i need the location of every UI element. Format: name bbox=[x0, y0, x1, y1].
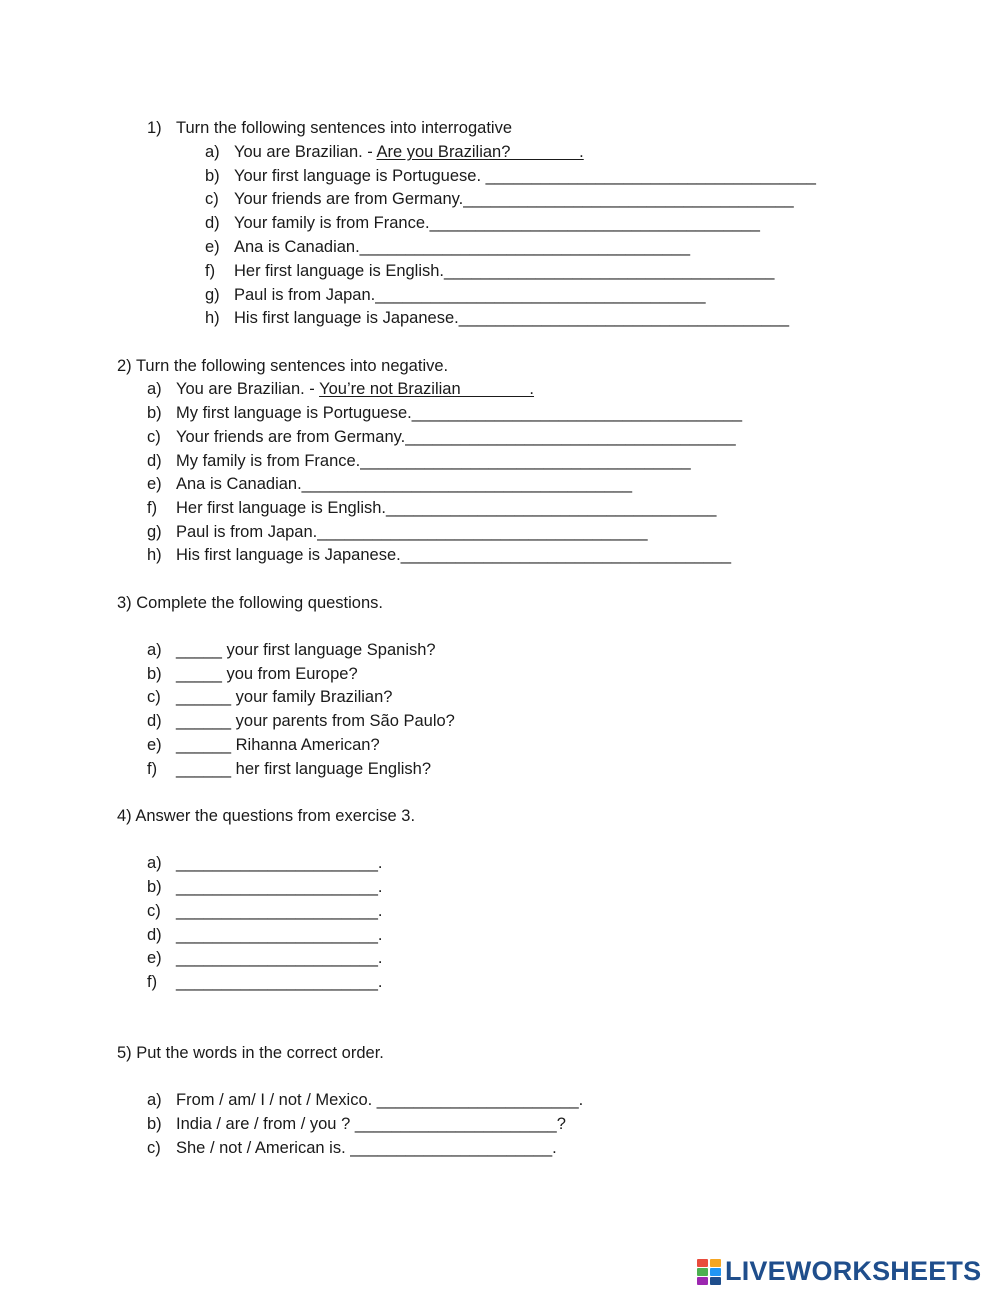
ex4-item-b-letter: b) bbox=[147, 878, 162, 896]
ex1-item-f-text[interactable]: Her first language is English.____________________________________ bbox=[234, 262, 775, 280]
ex4-title: 4) Answer the questions from exercise 3. bbox=[117, 807, 416, 825]
ex1-item-d-text[interactable]: Your family is from France.____________________________________ bbox=[234, 214, 760, 232]
ex3-title: 3) Complete the following questions. bbox=[117, 594, 383, 612]
ex1-title: Turn the following sentences into interrogative bbox=[176, 119, 512, 137]
ex4-item-f-letter: f) bbox=[147, 973, 158, 991]
ex3-item-e-letter: e) bbox=[147, 736, 162, 754]
ex2-item-h-text[interactable]: His first language is Japanese.____________________________________ bbox=[176, 546, 732, 564]
ex2-item-b-text[interactable]: My first language is Portuguese.____________________________________ bbox=[176, 404, 743, 422]
ex3-item-f-text[interactable]: ______ her first language English? bbox=[176, 760, 432, 778]
ex2-item-d-text[interactable]: My family is from France.____________________________________ bbox=[176, 452, 691, 470]
ex4-item-a-text[interactable]: ______________________. bbox=[176, 854, 383, 872]
ex2-item-a-answer: You’re not Brazilian . bbox=[319, 380, 535, 398]
ex3-item-b-letter: b) bbox=[147, 665, 162, 683]
ex4-item-e-letter: e) bbox=[147, 949, 162, 967]
ex3-item-d-letter: d) bbox=[147, 712, 162, 730]
ex1-item-b-letter: b) bbox=[205, 167, 220, 185]
logo-block-1 bbox=[697, 1259, 708, 1267]
ex4-item-c-text[interactable]: ______________________. bbox=[176, 902, 383, 920]
ex2-item-b-letter: b) bbox=[147, 404, 162, 422]
ex1-item-c-letter: c) bbox=[205, 190, 219, 208]
ex2-item-a bbox=[176, 379, 534, 399]
logo-block-3 bbox=[697, 1268, 708, 1276]
ex1-item-h-letter: h) bbox=[205, 309, 220, 327]
ex4-item-b-text[interactable]: ______________________. bbox=[176, 878, 383, 896]
ex1-item-e-letter: e) bbox=[205, 238, 220, 256]
ex1-item-f-letter: f) bbox=[205, 262, 216, 280]
ex3-item-f-letter: f) bbox=[147, 760, 158, 778]
ex2-item-f-text[interactable]: Her first language is English.____________________________________ bbox=[176, 499, 717, 517]
ex2-item-g-text[interactable]: Paul is from Japan.____________________________________ bbox=[176, 523, 648, 541]
logo-block-2 bbox=[710, 1259, 721, 1267]
ex5-item-c-text[interactable]: She / not / American is. ______________________. bbox=[176, 1139, 557, 1157]
logo-block-6 bbox=[710, 1277, 721, 1285]
ex5-title: 5) Put the words in the correct order. bbox=[117, 1044, 384, 1062]
ex5-item-a-text[interactable]: From / am/ I / not / Mexico. ______________________. bbox=[176, 1091, 584, 1109]
ex4-item-c-letter: c) bbox=[147, 902, 161, 920]
ex2-item-f-letter: f) bbox=[147, 499, 158, 517]
ex2-item-d-letter: d) bbox=[147, 452, 162, 470]
ex2-title: 2) Turn the following sentences into negative. bbox=[117, 357, 449, 375]
ex5-item-b-letter: b) bbox=[147, 1115, 162, 1133]
ex4-item-e-text[interactable]: ______________________. bbox=[176, 949, 383, 967]
ex3-item-b-text[interactable]: _____ you from Europe? bbox=[176, 665, 358, 683]
ex1-item-g-text[interactable]: Paul is from Japan.____________________________________ bbox=[234, 286, 706, 304]
ex3-item-a-letter: a) bbox=[147, 641, 162, 659]
ex4-item-d-text[interactable]: ______________________. bbox=[176, 926, 383, 944]
ex1-item-c-text[interactable]: Your friends are from Germany.____________________________________ bbox=[234, 190, 794, 208]
logo-block-5 bbox=[697, 1277, 708, 1285]
ex1-item-e-text[interactable]: Ana is Canadian.____________________________________ bbox=[234, 238, 691, 256]
ex1-item-b-text[interactable]: Your first language is Portuguese. ____________________________________ bbox=[234, 167, 816, 185]
ex2-item-c-letter: c) bbox=[147, 428, 161, 446]
ex3-item-e-text[interactable]: ______ Rihanna American? bbox=[176, 736, 380, 754]
ex2-item-g-letter: g) bbox=[147, 523, 162, 541]
ex1-item-a-letter: a) bbox=[205, 143, 220, 161]
ex1-item-g-letter: g) bbox=[205, 286, 220, 304]
ex1-item-a-text: You are Brazilian. - bbox=[234, 143, 377, 161]
ex2-item-a-letter: a) bbox=[147, 380, 162, 398]
ex4-item-d-letter: d) bbox=[147, 926, 162, 944]
ex2-item-h-letter: h) bbox=[147, 546, 162, 564]
ex5-item-c-letter: c) bbox=[147, 1139, 161, 1157]
ex5-item-a-letter: a) bbox=[147, 1091, 162, 1109]
ex2-item-a-text: You are Brazilian. - bbox=[176, 380, 320, 398]
ex5-item-b-text[interactable]: India / are / from / you ? ______________________? bbox=[176, 1115, 566, 1133]
ex1-item-h-text[interactable]: His first language is Japanese.____________________________________ bbox=[234, 309, 790, 327]
ex3-item-a-text[interactable]: _____ your first language Spanish? bbox=[176, 641, 436, 659]
ex1-item-a bbox=[234, 142, 584, 162]
logo-block-4 bbox=[710, 1268, 721, 1276]
ex4-item-a-letter: a) bbox=[147, 854, 162, 872]
ex4-item-f-text[interactable]: ______________________. bbox=[176, 973, 383, 991]
ex2-item-e-text[interactable]: Ana is Canadian.____________________________________ bbox=[176, 475, 633, 493]
ex3-item-c-text[interactable]: ______ your family Brazilian? bbox=[176, 688, 393, 706]
logo-text: LIVEWORKSHEETS bbox=[725, 1256, 982, 1286]
ex1-item-d-letter: d) bbox=[205, 214, 220, 232]
ex3-item-c-letter: c) bbox=[147, 688, 161, 706]
ex2-item-c-text[interactable]: Your friends are from Germany.____________________________________ bbox=[176, 428, 736, 446]
ex1-item-a-answer: Are you Brazilian? . bbox=[376, 143, 584, 161]
logo-blocks-icon bbox=[697, 1257, 723, 1285]
ex1-number: 1) bbox=[147, 119, 162, 137]
ex2-item-e-letter: e) bbox=[147, 475, 162, 493]
ex3-item-d-text[interactable]: ______ your parents from São Paulo? bbox=[176, 712, 455, 730]
liveworksheets-logo bbox=[697, 1256, 981, 1286]
